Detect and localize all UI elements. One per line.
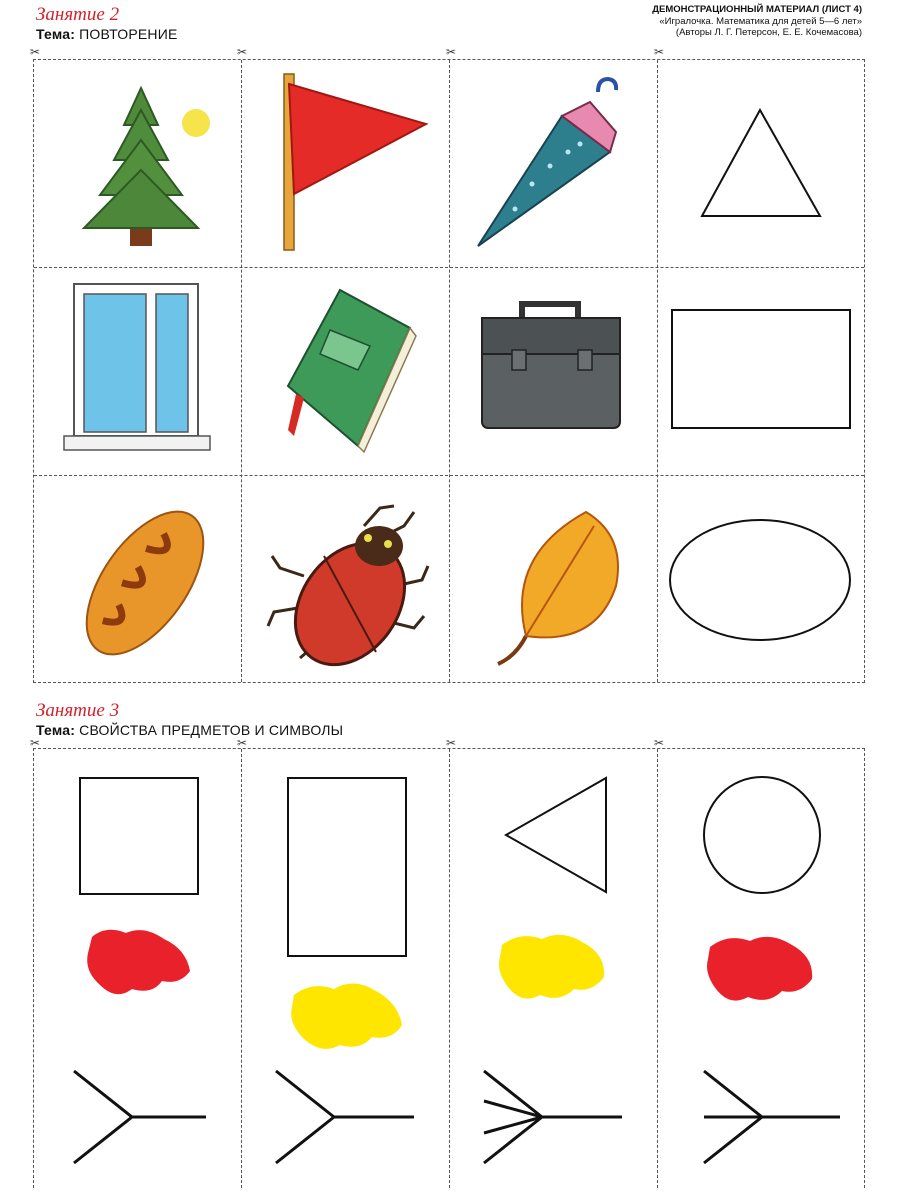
lesson-3-title: Занятие 3	[36, 700, 120, 721]
briefcase-picture	[474, 300, 634, 440]
property-card-1	[34, 749, 241, 1189]
scissors-icon: ✂	[446, 736, 457, 750]
lesson-2-title: Занятие 2	[36, 4, 120, 25]
scissors-icon: ✂	[654, 45, 665, 59]
rectangle-shape	[666, 300, 856, 440]
oval-shape	[666, 510, 856, 650]
red-flag-picture	[264, 74, 434, 254]
two-branch-symbol	[74, 1071, 206, 1163]
scissors-icon: ✂	[237, 736, 248, 750]
topic-label: Тема:	[36, 26, 76, 42]
meta-line-2: «Игралочка. Математика для детей 5—6 лет»	[659, 15, 862, 27]
lesson-2-card-grid	[33, 59, 865, 683]
property-card-2	[242, 749, 449, 1189]
window-picture	[62, 282, 222, 458]
fir-tree-picture	[54, 80, 224, 250]
rectangle-shape	[288, 778, 406, 956]
scissors-icon: ✂	[446, 45, 457, 59]
umbrella-picture	[470, 74, 640, 254]
property-card-3	[450, 749, 657, 1189]
triangle-shape	[674, 80, 844, 250]
topic-text: СВОЙСТВА ПРЕДМЕТОВ И СИМВОЛЫ	[79, 722, 344, 738]
yellow-color-swatch	[499, 935, 604, 999]
autumn-leaf-picture	[476, 496, 636, 666]
scissors-icon: ✂	[30, 736, 41, 750]
scissors-icon: ✂	[237, 45, 248, 59]
lesson-2-topic	[36, 26, 178, 42]
green-book-picture	[270, 286, 430, 456]
scissors-icon: ✂	[30, 45, 41, 59]
red-color-swatch	[87, 930, 190, 994]
circle-shape	[704, 777, 820, 893]
property-card-4	[658, 749, 865, 1189]
lesson-3-card-grid	[33, 748, 865, 1188]
topic-label: Тема:	[36, 722, 76, 738]
topic-text: ПОВТОРЕНИЕ	[79, 26, 178, 42]
two-branch-symbol	[276, 1071, 414, 1163]
yellow-color-swatch	[291, 983, 402, 1048]
scissors-icon: ✂	[654, 736, 665, 750]
lesson-3-topic	[36, 722, 343, 738]
meta-line-3: (Авторы Л. Г. Петерсон, Е. Е. Кочемасова)	[675, 27, 862, 38]
sheet-meta	[652, 4, 862, 39]
meta-line-1: ДЕМОНСТРАЦИОННЫЙ МАТЕРИАЛ (ЛИСТ 4)	[652, 4, 862, 15]
square-shape	[80, 778, 198, 894]
red-color-swatch	[707, 937, 812, 1001]
three-branch-symbol	[704, 1071, 840, 1163]
triangle-shape	[506, 778, 606, 892]
beetle-picture	[264, 496, 434, 666]
bread-loaf-picture	[60, 498, 230, 668]
four-branch-symbol	[484, 1071, 622, 1163]
